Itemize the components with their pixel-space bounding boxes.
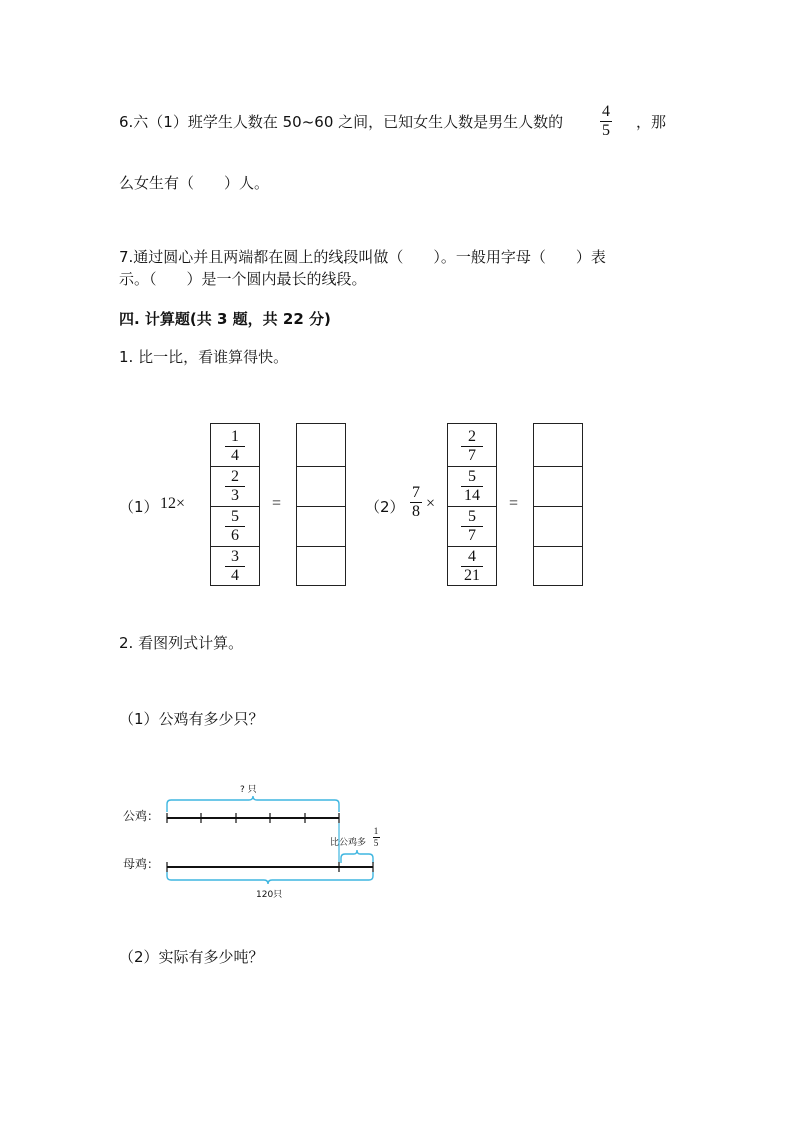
part1-equals: = xyxy=(272,495,282,512)
fraction-numerator: 5 xyxy=(468,468,476,485)
part1-label: （1） xyxy=(119,498,159,516)
fraction-denominator: 21 xyxy=(464,567,480,584)
calc1-title: 1. 比一比，看谁算得快。 xyxy=(119,348,289,366)
part2-equals: = xyxy=(509,495,519,512)
fraction-denominator: 7 xyxy=(468,527,476,544)
hen-label: 母鸡： xyxy=(123,857,160,871)
rooster-label: 公鸡： xyxy=(123,809,160,823)
fraction-denominator: 5 xyxy=(373,838,379,848)
q6-fraction-denominator: 5 xyxy=(602,122,610,139)
q7-line1: 7.通过圆心并且两端都在圆上的线段叫做（ ）。一般用字母（ ）表 xyxy=(119,248,606,266)
fraction-denominator: 4 xyxy=(231,567,239,584)
fraction-numerator: 5 xyxy=(231,508,239,525)
q6-line2: 么女生有（ ）人。 xyxy=(119,174,270,192)
more-label: 比公鸡多 xyxy=(330,838,367,848)
section-heading: 四. 计算题(共 3 题，共 22 分) xyxy=(119,310,331,328)
part2-times: × xyxy=(426,495,436,512)
calc2-sub1: （1）公鸡有多少只？ xyxy=(119,710,264,728)
rooster-top-bracket xyxy=(167,796,339,812)
part2-label: （2） xyxy=(365,498,405,516)
fraction-denominator: 6 xyxy=(231,527,239,544)
fraction-numerator: 5 xyxy=(468,508,476,525)
q6-line1-end: ，那 xyxy=(636,113,667,131)
fraction-numerator: 1 xyxy=(231,428,239,445)
extra-bracket xyxy=(341,850,373,863)
fraction-numerator: 4 xyxy=(468,548,476,565)
unknown-label: ? 只 xyxy=(240,785,257,795)
fraction-denominator: 4 xyxy=(231,447,239,464)
fraction-numerator: 2 xyxy=(231,468,239,485)
part1-multiplier: 12× xyxy=(160,495,186,512)
fraction-numerator: 7 xyxy=(412,484,420,501)
q6-fraction-numerator: 4 xyxy=(602,103,610,120)
calc2-sub2: （2）实际有多少吨？ xyxy=(119,948,264,966)
q7-line2: 示。（ ）是一个圆内最长的线段。 xyxy=(119,270,367,288)
q6-line1-text: 6.六（1）班学生人数在 50~60 之间，已知女生人数是男生人数的 xyxy=(119,113,564,131)
fraction-denominator: 14 xyxy=(464,487,480,504)
fraction-numerator: 1 xyxy=(373,826,379,836)
hen-bottom-bracket xyxy=(167,872,373,884)
fraction-denominator: 7 xyxy=(468,447,476,464)
fraction-denominator: 3 xyxy=(231,487,239,504)
calc2-title: 2. 看图列式计算。 xyxy=(119,634,244,652)
total-label: 120只 xyxy=(256,890,283,900)
fraction-numerator: 3 xyxy=(231,548,239,565)
fraction-denominator: 8 xyxy=(412,503,420,520)
fraction-numerator: 2 xyxy=(468,428,476,445)
